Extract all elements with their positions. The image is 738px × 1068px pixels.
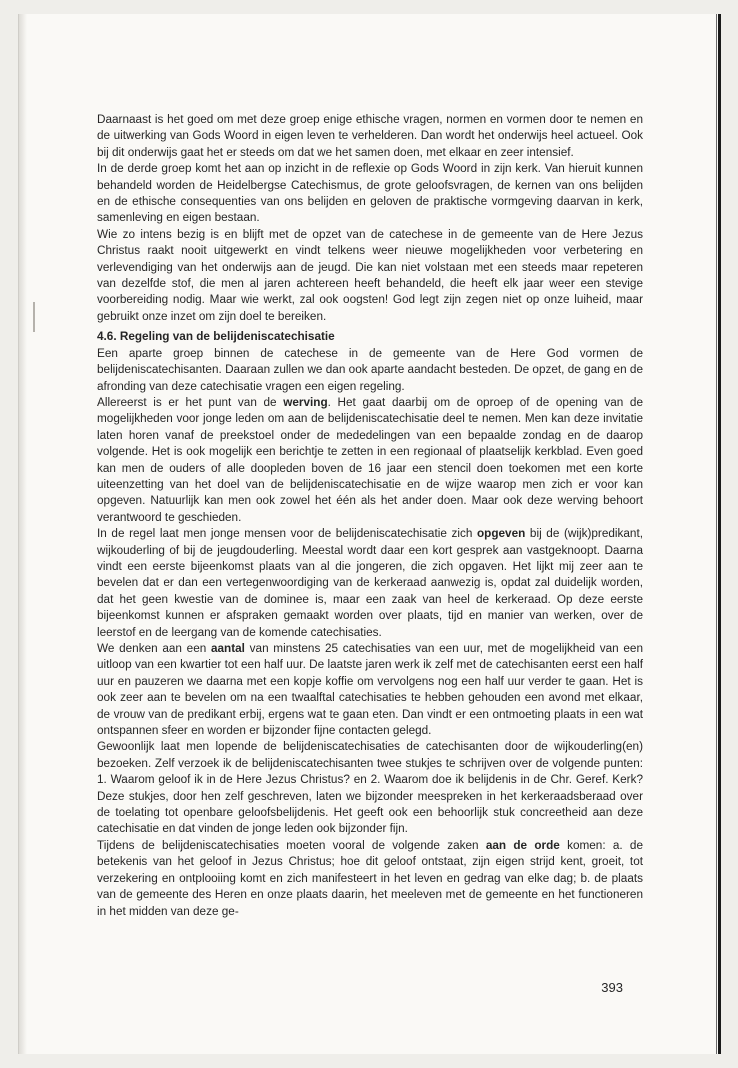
aantal-text-before: We denken aan een: [97, 642, 211, 655]
binding-edge: [718, 14, 721, 1054]
binding-line-thin: [716, 14, 717, 1054]
body-text: [97, 112, 643, 920]
paragraph-aan-de-orde: [97, 838, 643, 920]
paragraph-opgeven: [97, 526, 643, 641]
paragraph-ethics: Daarnaast is het goed om met deze groep enige ethische vragen, normen en vormen door te nemen en de uitwerking van Gods Woord in eigen leven te verhelderen. Dan wordt het onderwijs heel actueel. Ook bij dit onderwijs gaat het er steeds om dat we het samen doen, met elkaar en zeer intensief.: [97, 113, 643, 159]
aantal-bold: aantal: [210, 642, 245, 655]
aantal-text-after: van minstens 25 catechisaties van een uur, met de mogelijkheid van een uitloop van een kwartier tot een half uur. De laatste jaren werk ik zelf met de catechisanten eerst een half uur en pauzeren we daarna met een kopje koffie om vervolgens nog een half uur verder te gaan. Het is ook zeer aan te bevelen om na een twaalftal catechisaties te hebben gehouden een avond met elkaar, de vrouw van de predikant erbij, ergens wat te gaan eten. Dan vindt er een ontmoeting plaats in een wat ontspannen sfeer en worden er bijzonder fijne contacten gelegd.: [97, 642, 643, 738]
orde-text-before: Tijdens de belijdeniscatechisaties moeten vooral de volgende zaken: [97, 838, 486, 852]
opgeven-text-after: bij de (wijk)predikant, wijkouderling of bij de jeugdouderling. Meestal wordt daar een kort gesprek aan vastgeknoopt. Daarna vindt een eerste bijeenkomst plaats van al die jongeren, die zich opgaven. Het lijkt mij zeer aan te bevelen dat er dan een vertegenwoordiging van de kerkeraad aanwezig is, opdat zal duidelijk worden, dat het geen kwestie van de dominee is, maar een zaak van heel de kerkeraad. Op deze eerste bijeenkomst kunnen er afspraken gemaakt worden over plaats, tijd en manier van werken, over de leerstof en de leergang van de komende catechisaties.: [97, 527, 643, 639]
paragraph-section-intro: Een aparte groep binnen de catechese in de gemeente van de Here God vormen de belijdeniscatechisanten. Daaraan zullen we dan ook aparte aandacht besteden. De opzet, de gang en de afronding van deze catechisatie vragen een eigen regeling.: [97, 346, 643, 393]
page-edge-shadow: [19, 14, 27, 1054]
orde-text-after: komen: a. de betekenis van het geloof in Jezus Christus; hoe dit geloof ontstaat, zijn eigen strijd kent, groeit, tot verzekering en ontplooiing komt en zich manifesteert in het leven en gedrag van elke dag; b. de plaats van de gemeente des Heren en onze plaats daarin, het meeleven met de gemeente en het functioneren in het midden van deze ge-: [97, 838, 644, 918]
section-heading: 4.6. Regeling van de belijdeniscatechisatie: [97, 330, 335, 344]
opgeven-text-before: In de regel laat men jonge mensen voor de belijdeniscatechisatie zich: [97, 527, 477, 541]
paragraph-werving: [97, 395, 643, 526]
paragraph-bezoek: Gewoonlijk laat men lopende de belijdeniscatechisaties de catechisanten door de wijkouderling(en) bezoeken. Zelf verzoek ik de belijdeniscatechisanten twee stukjes te schrijven over de volgende punten: 1. Waarom geloof ik in de Here Jezus Christus? en 2. Waarom doe ik belijdenis in de Chr. Geref. Kerk? Deze stukjes, door hen zelf geschreven, laten we bijzonder meespreken in het kerkeraadsberaad over de toelating tot openbare geloofsbelijdenis. Het geeft ook een behoorlijk stuk concreetheid aan deze catechisatie en dat vinden de jonge leden ook bijzonder fijn.: [97, 740, 643, 836]
werving-bold: werving: [283, 395, 328, 409]
opgeven-bold: opgeven: [476, 527, 526, 541]
paragraph-intensity: Wie zo intens bezig is en blijft met de opzet van de catechese in de gemeente van de Here Jezus Christus raakt nooit uitgewerkt en vindt telkens weer nieuwe mogelijkheden voor verbetering en verlevendiging van het onderwijs aan de jeugd. Die kan niet volstaan met een steeds maar repeteren van dezelfde stof, die men al jaren achtereen heeft behandeld, die heeft elk jaar weer een stevige voorbereiding nodig. Maar wie werkt, zal ook oogsten! God legt zijn zegen niet op onze luiheid, maar gebruikt onze inzet om zijn doel te bereiken.: [97, 227, 643, 323]
book-page: [18, 14, 721, 1054]
margin-mark: [33, 302, 35, 332]
paragraph-third-group: In de derde groep komt het aan op inzicht in de reflexie op Gods Woord in zijn kerk. Van hieruit kunnen behandeld worden de Heidelbergse Catechismus, de grote geloofsvragen, de kernen van ons belijden en de ethische consequenties van ons belijden en geloven de praktische vormgeving daarvan in kerk, samenleving en eigen bestaan.: [97, 162, 643, 225]
page-number: 393: [601, 980, 623, 995]
werving-text-before: Allereerst is er het punt van de: [97, 395, 284, 409]
werving-text-after: . Het gaat daarbij om de oproep of de opening van de mogelijkheden voor jonge leden om aan de belijdeniscatechisatie deel te nemen. Men kan deze invitatie laten horen vanaf de preekstoel onder de mededelingen van een bepaalde zondag en de daarop volgende. Het is ook mogelijk een berichtje te zetten in een regionaal of plaatselijk kerkblad. Even goed kan men de ouders of alle doopleden boven de 16 jaar een stencil doen toekomen met een korte uiteenzetting van het doel van de belijdeniscatechisatie en de wijze waarop men zich er voor kan opgeven. Natuurlijk kan men ook zowel het één als het ander doen. Maar ook deze werving behoort verantwoord te geschieden.: [97, 395, 643, 524]
paragraph-aantal: [97, 641, 643, 739]
orde-bold: aan de orde: [485, 838, 560, 852]
